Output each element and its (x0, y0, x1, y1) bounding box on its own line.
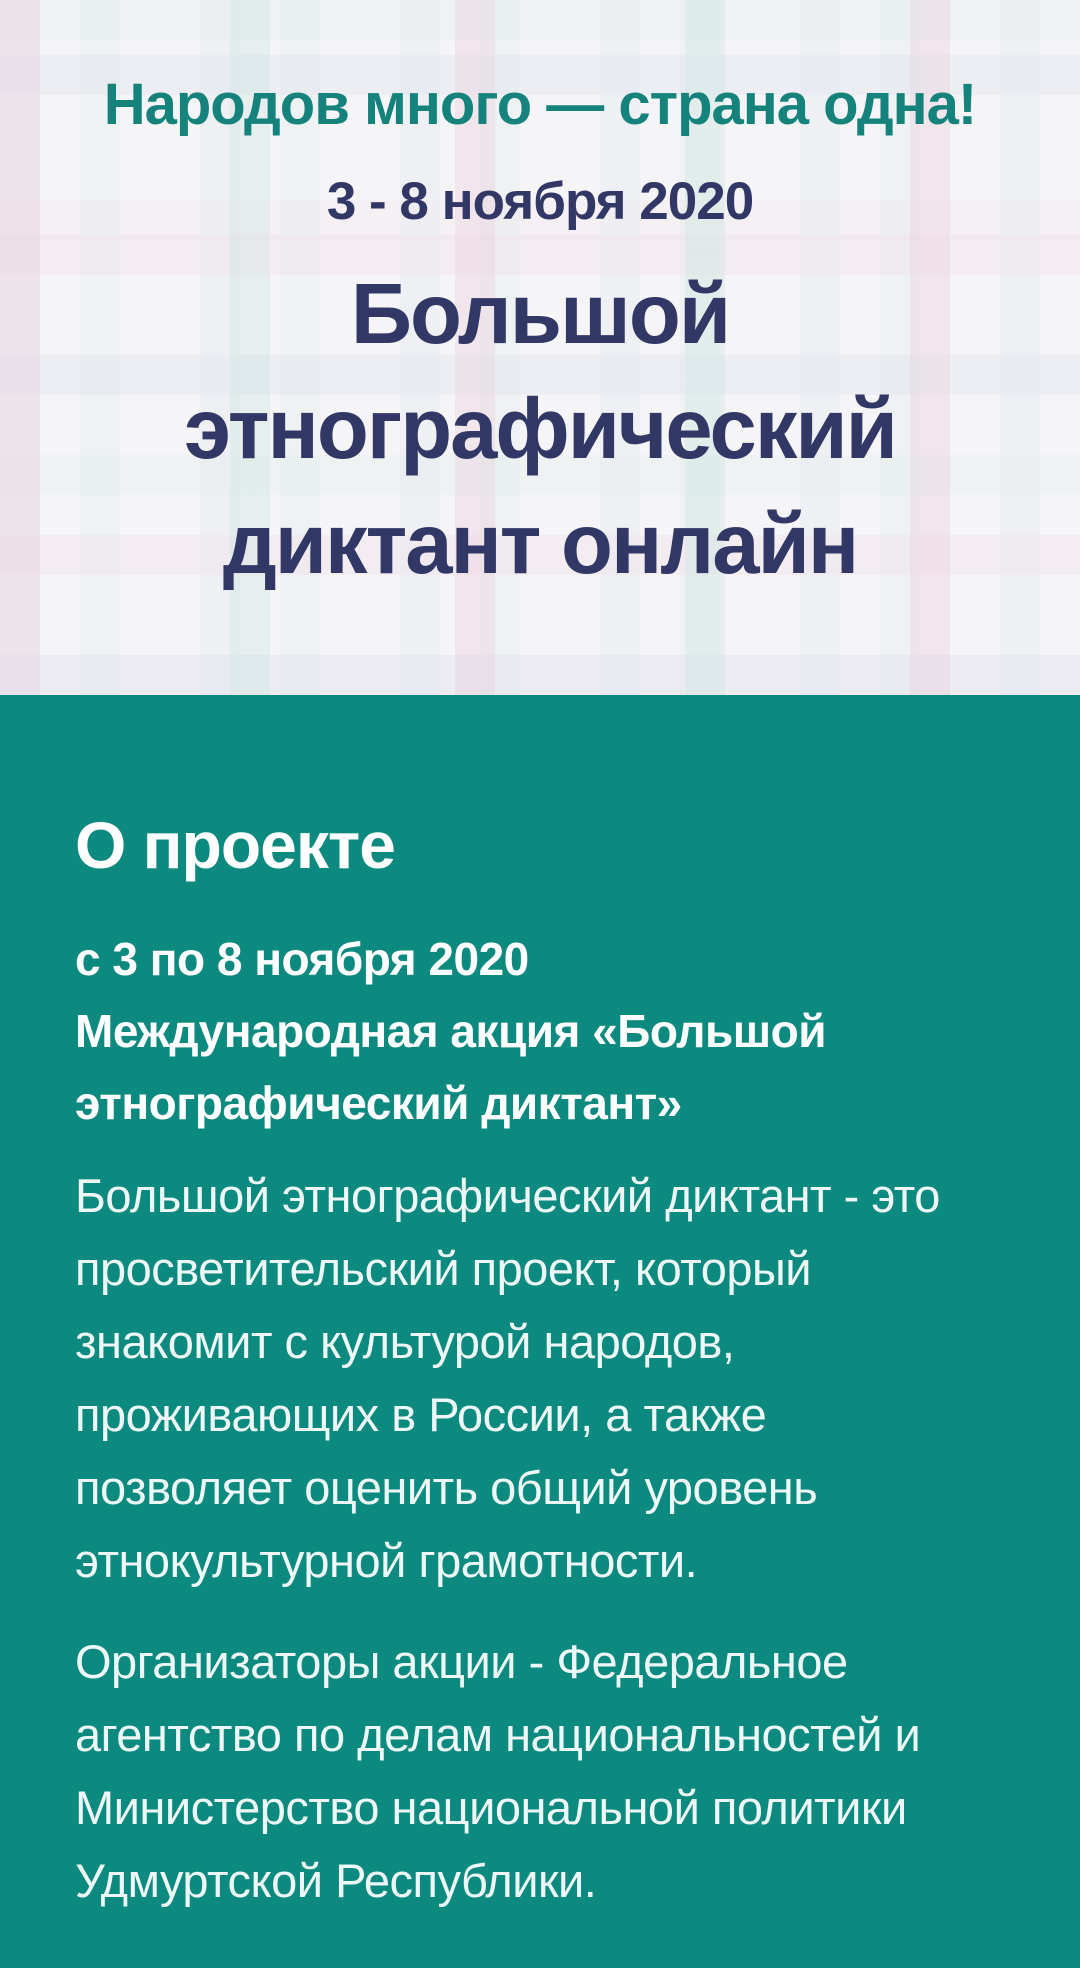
about-paragraph-1-line-2: просветительский проект, который (75, 1242, 812, 1295)
hero-title-line-1: Большой (350, 267, 730, 363)
hero-dates: 3 - 8 ноября 2020 (326, 171, 754, 231)
about-paragraph-1-line-5: позволяет оценить общий уровень (75, 1461, 818, 1514)
hero-title (65, 257, 1015, 602)
hero-banner (0, 0, 1080, 695)
about-paragraph-1 (75, 1159, 1005, 1597)
about-heading: О проекте (75, 808, 395, 882)
about-paragraph-2-line-4: Удмуртской Республики. (75, 1854, 597, 1907)
hero-title-line-3: диктант онлайн (222, 497, 858, 593)
about-subheading-line-2: Международная акция «Большой (75, 1005, 826, 1057)
about-paragraph-2-line-1: Организаторы акции - Федеральное (75, 1635, 848, 1688)
about-paragraph-1-line-3: знакомит с культурой народов, (75, 1315, 735, 1368)
about-subheading (75, 923, 1005, 1139)
about-paragraph-1-line-6: этнокультурной грамотности. (75, 1534, 698, 1587)
hero-tagline: Народов много — страна одна! (103, 72, 977, 137)
about-paragraph-2-line-2: агентство по делам национальностей и (75, 1708, 921, 1761)
hero-title-line-2: этнографический (184, 382, 896, 478)
about-subheading-line-3: этнографический диктант» (75, 1077, 682, 1129)
about-subheading-line-1: с 3 по 8 ноября 2020 (75, 933, 529, 985)
about-paragraph-2 (75, 1625, 1005, 1917)
about-paragraph-1-line-1: Большой этнографический диктант - это (75, 1169, 940, 1222)
about-section (0, 695, 1080, 1968)
about-paragraph-1-line-4: проживающих в России, а также (75, 1388, 767, 1441)
about-paragraph-2-line-3: Министерство национальной политики (75, 1781, 907, 1834)
